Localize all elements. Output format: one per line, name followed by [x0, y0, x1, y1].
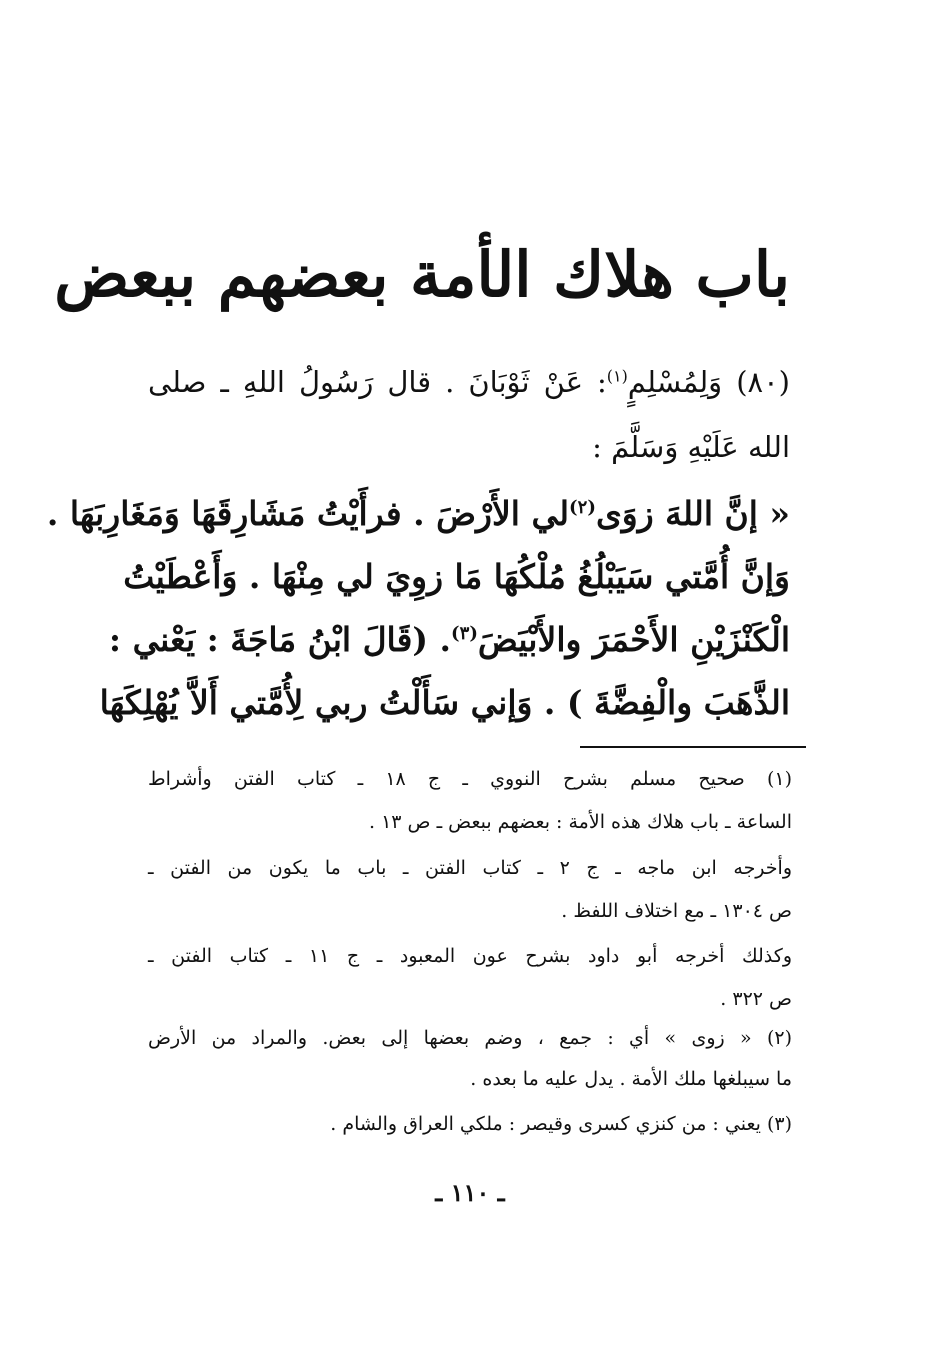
hadith-line-1 — [46, 494, 790, 533]
hadith-line-3-start: الْكَنْزَيْنِ الأَحْمَرَ والأَبْيَضَ — [477, 620, 790, 659]
footnote-ref-3: (٣) — [450, 623, 478, 644]
intro-line-1 — [148, 365, 790, 399]
footnote-line: وأخرجه ابن ماجه ـ ج ٢ ـ كتاب الفتن ـ باب ما يكون من الفتن ـ — [148, 857, 792, 879]
hadith-line-1-end: لي الأَرْضَ . فرأَيْتُ مَشَارِقَهَا وَمَغَارِبَهَا . — [46, 494, 570, 533]
footnote-line: ص ٣٢٢ . — [720, 988, 792, 1010]
footnote-line: ما سيبلغها ملك الأمة . يدل عليه ما بعده . — [470, 1068, 792, 1090]
footnote-line: (٢) « زوى » أي : جمع ، وضم بعضها إلى بعض. والمراد من الأرض — [148, 1027, 792, 1049]
hadith-line-3 — [108, 620, 790, 659]
hadith-number-and-source: (٨٠) وَلِمُسْلِمٍ — [627, 365, 790, 399]
footnote-line: وكذلك أخرجه أبو داود بشرح عون المعبود ـ ج ١١ ـ كتاب الفتن ـ — [148, 945, 792, 967]
hadith-line-1-start: « إنَّ اللهَ زوَى — [595, 494, 790, 533]
page-number: ـ ١١٠ ـ — [435, 1178, 505, 1207]
intro-line-1-end: : عَنْ ثَوْبَانَ . قال رَسُولُ اللهِ ـ صلى — [148, 365, 607, 399]
chapter-title: باب هلاك الأمة بعضهم ببعض — [54, 238, 790, 311]
footnote-line: (٣) يعني : من كنزي كسرى وقيصر : ملكي العراق والشام . — [330, 1113, 792, 1135]
footnote-line: ص ١٣٠٤ ـ مع اختلاف اللفظ . — [561, 900, 792, 922]
hadith-line-4: الذَّهَبَ والْفِضَّةَ ) . وَإني سَأَلْتُ ربي لِأُمَّتي أَلاَّ يُهْلِكَهَا — [99, 683, 790, 722]
intro-line-2: الله عَلَيْهِ وَسَلَّمَ : — [592, 430, 790, 464]
footnote-ref-2: (٢) — [569, 497, 596, 518]
footnote-ref-1: (١) — [606, 366, 628, 386]
hadith-line-3-end: . (قَالَ ابْنُ مَاجَةَ : يَعْني : — [108, 620, 451, 659]
hadith-line-2: وَإنَّ أُمَّتي سَيَبْلُغُ مُلْكُهَا مَا زوِيَ لي مِنْهَا . وَأَعْطَيْتُ — [123, 557, 790, 596]
footnote-line: (١) صحيح مسلم بشرح النووي ـ ج ١٨ ـ كتاب الفتن وأشراط — [148, 768, 792, 790]
footnote-line: الساعة ـ باب هلاك هذه الأمة : بعضهم ببعض ـ ص ١٣ . — [369, 811, 792, 833]
footnote-divider — [580, 746, 806, 748]
